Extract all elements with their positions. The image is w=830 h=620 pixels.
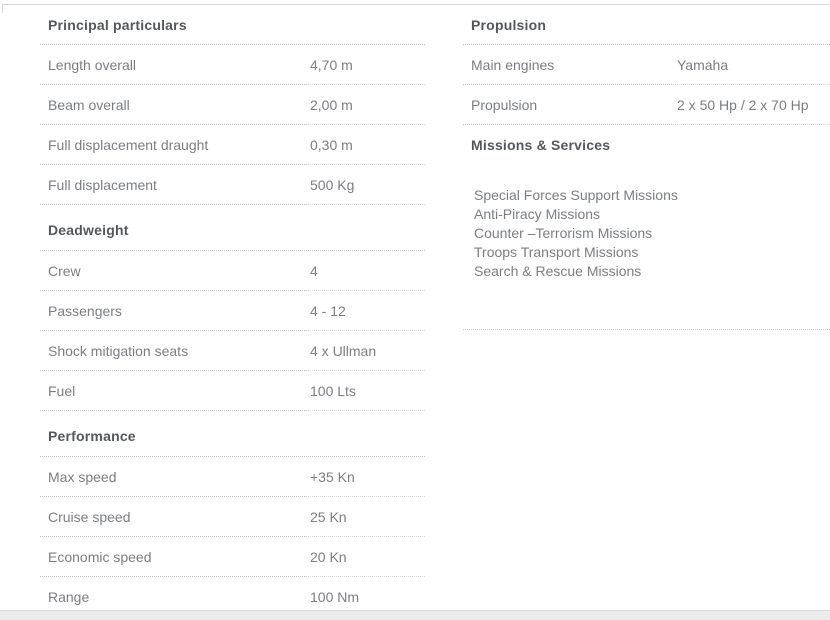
spec-value: 2 x 50 Hp / 2 x 70 Hp: [672, 85, 830, 125]
mission-item: Counter –Terrorism Missions: [474, 225, 653, 241]
mission-item: Anti-Piracy Missions: [474, 206, 601, 222]
right-column: [463, 5, 830, 330]
missions-list: [463, 186, 830, 281]
spec-value: 20 Kn: [305, 537, 425, 577]
table-row: [40, 371, 425, 411]
spec-value: 4 x Ullman: [305, 331, 425, 371]
spec-value: +35 Kn: [305, 457, 425, 497]
spec-label: Shock mitigation seats: [40, 331, 305, 371]
mission-item: Special Forces Support Missions: [474, 187, 678, 203]
spec-label: Main engines: [463, 45, 672, 85]
spec-value: 2,00 m: [305, 85, 425, 125]
spec-label: Range: [40, 577, 305, 617]
table-row: [40, 45, 425, 85]
table-row: [40, 165, 425, 205]
spec-label: Full displacement: [40, 165, 305, 205]
spec-value: 4: [305, 251, 425, 291]
section-title-deadweight: Deadweight: [40, 205, 425, 251]
table-row: [40, 125, 425, 165]
mission-item: Search & Rescue Missions: [474, 263, 642, 279]
table-row: [40, 537, 425, 577]
spec-label: Full displacement draught: [40, 125, 305, 165]
spec-value: 500 Kg: [305, 165, 425, 205]
spec-label: Passengers: [40, 291, 305, 331]
section-title-missions-services: Missions & Services: [471, 137, 611, 153]
top-left-border-stub: [2, 4, 3, 13]
section-title-performance: Performance: [40, 411, 425, 457]
table-row: [40, 331, 425, 371]
spec-value: 100 Nm: [305, 577, 425, 617]
spec-label: Beam overall: [40, 85, 305, 125]
missions-bottom-divider: [463, 329, 830, 330]
spec-label: Cruise speed: [40, 497, 305, 537]
spec-value: 4,70 m: [305, 45, 425, 85]
spec-label: Length overall: [40, 45, 305, 85]
spec-value: 0,30 m: [305, 125, 425, 165]
spec-value: Yamaha: [672, 45, 830, 85]
table-row: [40, 85, 425, 125]
spec-value: 25 Kn: [305, 497, 425, 537]
spec-value: 100 Lts: [305, 371, 425, 411]
left-column: [40, 5, 425, 617]
table-row: [40, 251, 425, 291]
spec-label: Propulsion: [463, 85, 672, 125]
bottom-bar: [0, 610, 830, 620]
mission-item: Troops Transport Missions: [474, 244, 639, 260]
section-title-principal-particulars: Principal particulars: [40, 5, 425, 45]
table-row: [40, 497, 425, 537]
section-title-propulsion: Propulsion: [463, 5, 830, 45]
spec-value: 4 - 12: [305, 291, 425, 331]
spec-label: Economic speed: [40, 537, 305, 577]
spec-label: Crew: [40, 251, 305, 291]
table-row: [463, 85, 830, 125]
table-row: [40, 291, 425, 331]
table-row: [40, 457, 425, 497]
spec-label: Fuel: [40, 371, 305, 411]
table-row: [463, 45, 830, 85]
spec-label: Max speed: [40, 457, 305, 497]
